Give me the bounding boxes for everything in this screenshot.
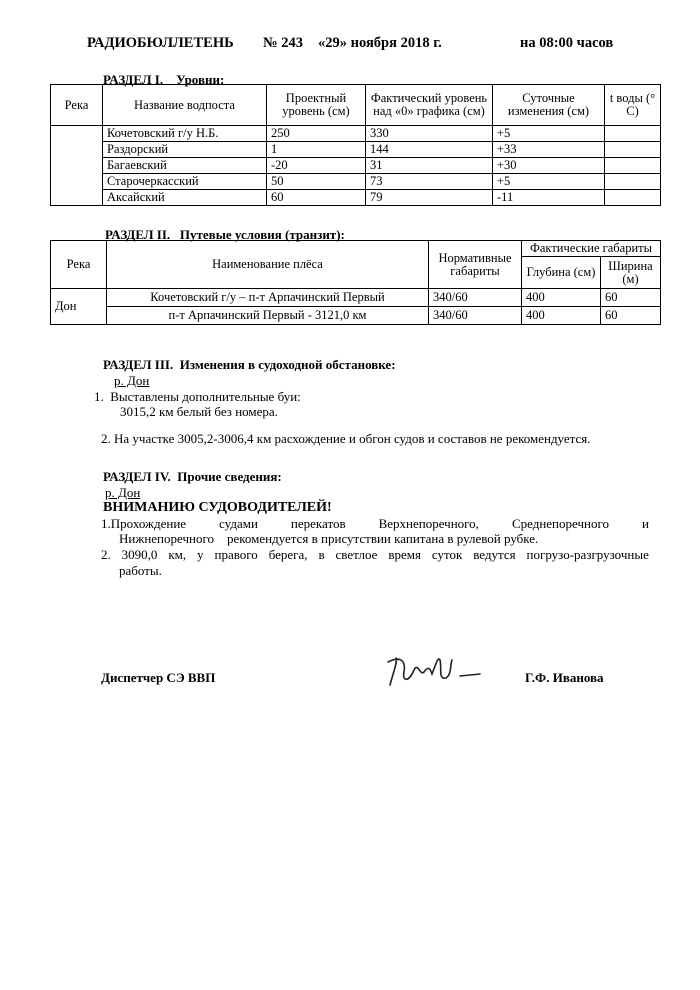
col-temp: t воды (° С) bbox=[605, 85, 661, 126]
norm-dims: 340/60 bbox=[429, 307, 522, 325]
section3-item1: 1. Выставлены дополнительные буи: bbox=[94, 389, 301, 404]
word: погрузо-разгрузочные bbox=[526, 547, 649, 562]
word: судами bbox=[219, 516, 258, 531]
dispatcher-position: Диспетчер СЭ ВВП bbox=[101, 670, 216, 685]
depth-value: 400 bbox=[522, 307, 601, 325]
section3-item2: 2. На участке 3005,2-3006,4 км расхождение и обгон судов и составов не рекомендуется. bbox=[101, 431, 591, 446]
col-river: Река bbox=[51, 85, 103, 126]
col-daily: Суточные изменения (см) bbox=[493, 85, 605, 126]
word: Верхнепоречного, bbox=[378, 516, 479, 531]
actual-level: 330 bbox=[366, 126, 493, 142]
section4-item2-line1 bbox=[101, 547, 649, 563]
col-actual: Фактический уровень над «0» графика (см) bbox=[366, 85, 493, 126]
water-temp bbox=[605, 158, 661, 174]
actual-level: 31 bbox=[366, 158, 493, 174]
dispatcher-name: Г.Ф. Иванова bbox=[525, 670, 604, 685]
word: время bbox=[388, 547, 421, 562]
table-row bbox=[51, 174, 661, 190]
word: и bbox=[641, 516, 649, 531]
project-level: 1 bbox=[267, 142, 366, 158]
section4-item1-line2: Нижнепоречного рекомендуется в присутствии капитана в рулевой рубке. bbox=[119, 531, 539, 546]
project-level: -20 bbox=[267, 158, 366, 174]
water-temp bbox=[605, 126, 661, 142]
col-width: Ширина (м) bbox=[601, 257, 661, 289]
daily-change: -11 bbox=[493, 190, 605, 206]
post-name: Багаевский bbox=[103, 158, 267, 174]
col-river: Река bbox=[51, 241, 107, 289]
col-reach: Наименование плёса bbox=[107, 241, 429, 289]
width-value: 60 bbox=[601, 307, 661, 325]
table-row bbox=[51, 289, 661, 307]
project-level: 50 bbox=[267, 174, 366, 190]
post-name: Старочеркасский bbox=[103, 174, 267, 190]
bulletin-time: на 08:00 часов bbox=[520, 35, 614, 51]
word: берега, bbox=[268, 547, 308, 562]
word: у bbox=[197, 547, 204, 562]
actual-level: 79 bbox=[366, 190, 493, 206]
table-row bbox=[51, 126, 661, 142]
word: км, bbox=[168, 547, 187, 562]
norm-dims: 340/60 bbox=[429, 289, 522, 307]
river-cell bbox=[51, 126, 103, 206]
table-row bbox=[51, 190, 661, 206]
word: в bbox=[318, 547, 325, 562]
section4-item1-line1 bbox=[101, 516, 649, 532]
river-cell: Дон bbox=[51, 289, 107, 325]
section4-river: р. Дон bbox=[105, 485, 141, 500]
table-row bbox=[51, 142, 661, 158]
actual-level: 144 bbox=[366, 142, 493, 158]
actual-level: 73 bbox=[366, 174, 493, 190]
section4-item2-line2: работы. bbox=[119, 563, 162, 578]
table-row bbox=[51, 158, 661, 174]
col-post: Название водпоста bbox=[103, 85, 267, 126]
section4-title: РАЗДЕЛ IV. Прочие сведения: bbox=[103, 469, 282, 484]
post-name: Раздорский bbox=[103, 142, 267, 158]
word: 1.Прохождение bbox=[101, 516, 187, 531]
word: 3090,0 bbox=[121, 547, 158, 562]
word: 2. bbox=[101, 547, 111, 562]
col-project: Проектный уровень (см) bbox=[267, 85, 366, 126]
post-name: Кочетовский г/у Н.Б. bbox=[103, 126, 267, 142]
post-name: Аксайский bbox=[103, 190, 267, 206]
section3-item1-detail: 3015,2 км белый без номера. bbox=[120, 404, 278, 419]
word: светлое bbox=[335, 547, 378, 562]
water-temp bbox=[605, 174, 661, 190]
word: ведутся bbox=[473, 547, 516, 562]
col-depth: Глубина (см) bbox=[522, 257, 601, 289]
bulletin-title: РАДИОБЮЛЛЕТЕНЬ bbox=[87, 35, 234, 51]
section3-title: РАЗДЕЛ III. Изменения в судоходной обстановке: bbox=[103, 357, 396, 372]
section3-river: р. Дон bbox=[114, 373, 150, 388]
col-norm: Нормативные габариты bbox=[429, 241, 522, 289]
bulletin-date: «29» ноября 2018 г. bbox=[318, 35, 442, 51]
water-temp bbox=[605, 142, 661, 158]
reach-name: п-т Арпачинский Первый - 3121,0 км bbox=[107, 307, 429, 325]
bulletin-number: № 243 bbox=[263, 35, 303, 51]
word: суток bbox=[431, 547, 463, 562]
section2-title: РАЗДЕЛ II. Путевые условия (транзит): bbox=[105, 227, 345, 242]
daily-change: +33 bbox=[493, 142, 605, 158]
daily-change: +5 bbox=[493, 126, 605, 142]
project-level: 250 bbox=[267, 126, 366, 142]
water-temp bbox=[605, 190, 661, 206]
route-table bbox=[50, 240, 661, 325]
project-level: 60 bbox=[267, 190, 366, 206]
signature bbox=[380, 650, 490, 695]
reach-name: Кочетовский г/у – п-т Арпачинский Первый bbox=[107, 289, 429, 307]
width-value: 60 bbox=[601, 289, 661, 307]
daily-change: +30 bbox=[493, 158, 605, 174]
depth-value: 400 bbox=[522, 289, 601, 307]
word: перекатов bbox=[290, 516, 346, 531]
word: Среднепоречного bbox=[511, 516, 609, 531]
section1-title: РАЗДЕЛ I. Уровни: bbox=[103, 72, 225, 87]
attention-heading: ВНИМАНИЮ СУДОВОДИТЕЛЕЙ! bbox=[103, 500, 332, 515]
levels-table bbox=[50, 84, 661, 206]
col-actual-dims: Фактические габариты bbox=[522, 241, 661, 257]
table-row bbox=[51, 307, 661, 325]
word: правого bbox=[214, 547, 258, 562]
daily-change: +5 bbox=[493, 174, 605, 190]
